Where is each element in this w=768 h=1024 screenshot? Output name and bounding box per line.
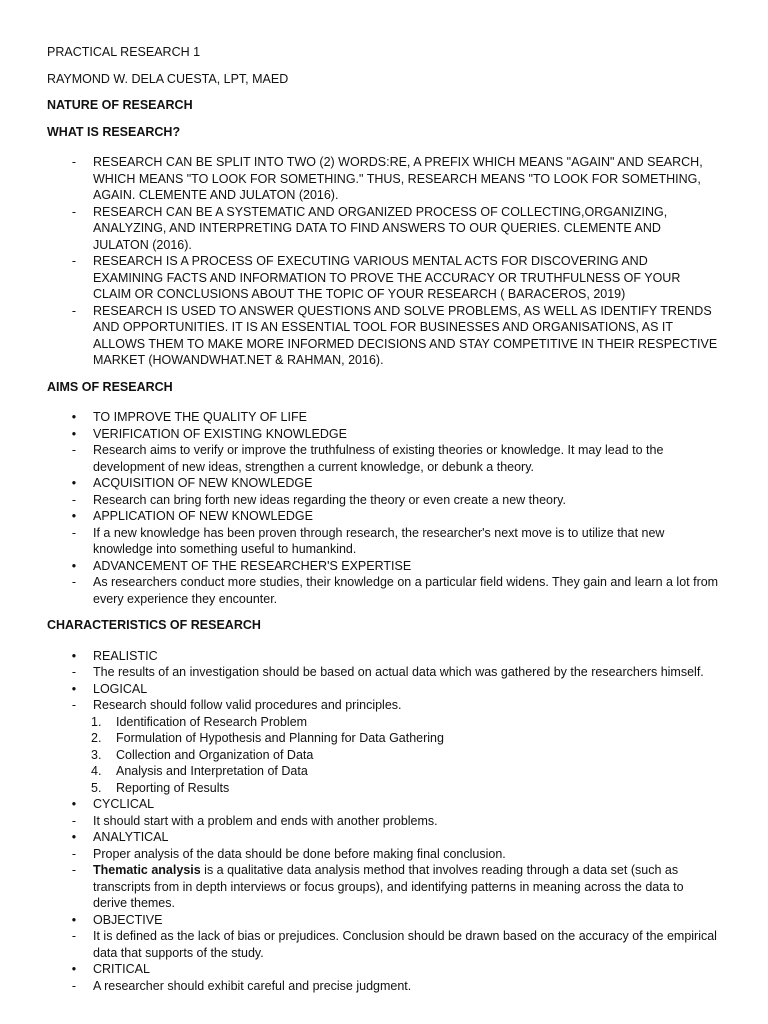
item-text: The results of an investigation should be based on actual data which was gathered by the researchers himself. <box>93 665 704 679</box>
characteristics-heading: CHARACTERISTICS OF RESEARCH <box>47 618 261 632</box>
dash-item <box>47 525 719 558</box>
item-text: TO IMPROVE THE QUALITY OF LIFE <box>93 410 307 424</box>
numbered-item <box>47 747 719 764</box>
bullet-item <box>47 961 719 978</box>
dash-item <box>47 154 719 204</box>
dash-item <box>47 697 719 714</box>
dash-marker: - <box>71 846 77 861</box>
bullet-marker: • <box>71 912 77 927</box>
dash-item <box>47 253 719 303</box>
topic-heading: NATURE OF RESEARCH <box>47 98 193 112</box>
item-number: 4. <box>91 764 102 778</box>
item-text: RESEARCH CAN BE SPLIT INTO TWO (2) WORDS:RE, A PREFIX WHICH MEANS "AGAIN" AND SEARCH, WHICH MEANS "TO LOOK FOR SOMETHING." THUS, RESEARCH MEANS "TO LOOK FOR SOMETHING, AGAIN. CLEMENTE AND JULATON (2016). <box>93 155 703 202</box>
dash-marker: - <box>71 813 77 828</box>
item-text: Research can bring forth new ideas regarding the theory or even create a new theory. <box>93 492 566 507</box>
dash-item <box>47 442 719 475</box>
bullet-marker: • <box>71 558 77 573</box>
dash-marker: - <box>71 665 77 679</box>
dash-item <box>47 846 719 863</box>
bullet-item <box>47 558 719 575</box>
dash-item <box>47 303 719 369</box>
dash-marker: - <box>71 204 77 219</box>
dash-marker: - <box>71 978 77 993</box>
what-is-research-list <box>47 154 719 369</box>
dash-marker: - <box>71 155 77 169</box>
item-text: It should start with a problem and ends with another problems. <box>93 813 438 828</box>
item-text: VERIFICATION OF EXISTING KNOWLEDGE <box>93 426 347 441</box>
dash-item <box>47 574 719 607</box>
bullet-marker: • <box>71 681 77 696</box>
bullet-marker: • <box>71 476 77 490</box>
dash-marker: - <box>71 863 77 877</box>
bullet-marker: • <box>71 797 77 811</box>
item-text: RESEARCH CAN BE A SYSTEMATIC AND ORGANIZED PROCESS OF COLLECTING,ORGANIZING, ANALYZING, AND INTERPRETING DATA TO FIND ANSWERS TO OUR QUERIES. CLEMENTE AND JULATON (2016). <box>93 204 668 252</box>
item-text: It is defined as the lack of bias or prejudices. Conclusion should be drawn based on the accuracy of the empirical data that supports of the study. <box>93 929 717 960</box>
dash-item <box>47 204 719 254</box>
dash-item <box>47 928 719 961</box>
item-text: RESEARCH IS A PROCESS OF EXECUTING VARIOUS MENTAL ACTS FOR DISCOVERING AND EXAMINING FACTS AND INFORMATION TO PROVE THE ACCURACY OR TRUTHFULNESS OF YOUR CLAIM OR CONCLUSIONS ABOUT THE TOPIC OF YOUR RESEARCH ( BARACEROS, 2019) <box>93 254 681 301</box>
numbered-item <box>47 763 719 780</box>
dash-item <box>47 813 719 830</box>
dash-item <box>47 862 719 912</box>
item-text: CRITICAL <box>93 962 150 976</box>
aims-heading: AIMS OF RESEARCH <box>47 379 173 394</box>
item-text: Research should follow valid procedures and principles. <box>93 698 402 712</box>
aims-list <box>47 409 719 607</box>
item-text: If a new knowledge has been proven through research, the researcher's next move is to utilize that new knowledge into something useful to humankind. <box>93 525 665 556</box>
bullet-marker: • <box>71 426 77 441</box>
dash-marker: - <box>71 575 77 589</box>
item-number: 3. <box>91 747 102 762</box>
item-number: 1. <box>91 714 102 729</box>
item-text: OBJECTIVE <box>93 912 163 927</box>
bullet-item <box>47 829 719 846</box>
item-text: Formulation of Hypothesis and Planning for Data Gathering <box>116 731 444 745</box>
item-text: CYCLICAL <box>93 797 155 811</box>
characteristics-list <box>47 648 719 995</box>
bullet-item <box>47 796 719 813</box>
dash-marker: - <box>71 303 77 318</box>
item-text: Identification of Research Problem <box>116 714 308 729</box>
dash-item <box>47 978 719 995</box>
item-number: 2. <box>91 731 102 745</box>
what-is-research-heading: WHAT IS RESEARCH? <box>47 124 181 139</box>
bullet-marker: • <box>71 830 77 844</box>
item-text: LOGICAL <box>93 681 148 696</box>
bullet-item <box>47 681 719 698</box>
item-text: ACQUISITION OF NEW KNOWLEDGE <box>93 476 313 490</box>
item-text: Collection and Organization of Data <box>116 747 314 762</box>
author-line: RAYMOND W. DELA CUESTA, LPT, MAED <box>47 71 289 86</box>
item-text: ADVANCEMENT OF THE RESEARCHER'S EXPERTISE <box>93 558 412 573</box>
item-text: As researchers conduct more studies, their knowledge on a particular field widens. They gain and learn a lot from every experience they encounter. <box>93 575 719 606</box>
bullet-item <box>47 912 719 929</box>
bold-lead-text: Thematic analysis <box>93 863 201 877</box>
numbered-item <box>47 730 719 747</box>
dash-marker: - <box>71 443 77 457</box>
bullet-item <box>47 508 719 525</box>
bullet-item <box>47 409 719 426</box>
item-text: A researcher should exhibit careful and precise judgment. <box>93 978 412 993</box>
dash-item <box>47 492 719 509</box>
bullet-marker: • <box>71 962 77 976</box>
bullet-item <box>47 648 719 665</box>
dash-item <box>47 664 719 681</box>
item-text: Reporting of Results <box>116 780 230 795</box>
item-text: is a qualitative data analysis method that involves reading through a data set (such as transcripts from in depth interviews or focus groups), and identifying patterns in meaning across the data to derive themes. <box>93 863 684 910</box>
dash-marker: - <box>71 254 77 268</box>
numbered-item <box>47 714 719 731</box>
item-text: Research aims to verify or improve the truthfulness of existing theories or knowledge. It may lead to the development of new ideas, strengthen a current knowledge, or debunk a theory. <box>93 443 664 474</box>
numbered-item <box>47 780 719 797</box>
item-text: REALISTIC <box>93 648 158 663</box>
dash-marker: - <box>71 492 77 507</box>
item-text: APPLICATION OF NEW KNOWLEDGE <box>93 509 313 523</box>
dash-marker: - <box>71 525 77 540</box>
item-text: RESEARCH IS USED TO ANSWER QUESTIONS AND SOLVE PROBLEMS, AS WELL AS IDENTIFY TRENDS AND OPPORTUNITIES. IT IS AN ESSENTIAL TOOL FOR BUSINESSES AND ORGANISATIONS, AS IT ALLOWS THEM TO MAKE MORE INFORMED DECISIONS AND STAY COMPETITIVE IN THEIR RESPECTIVE MARKET (HOWANDWHAT.NET & RAHMAN, 2016). <box>93 303 718 367</box>
dash-marker: - <box>71 698 77 712</box>
bullet-item <box>47 426 719 443</box>
dash-marker: - <box>71 929 77 943</box>
bullet-marker: • <box>71 410 77 424</box>
item-number: 5. <box>91 780 102 795</box>
bullet-marker: • <box>71 648 77 663</box>
item-text: Proper analysis of the data should be done before making final conclusion. <box>93 846 506 861</box>
item-text: ANALYTICAL <box>93 830 169 844</box>
course-title: PRACTICAL RESEARCH 1 <box>47 45 201 59</box>
item-text: Analysis and Interpretation of Data <box>116 764 308 778</box>
document-body <box>47 44 719 1004</box>
bullet-item <box>47 475 719 492</box>
bullet-marker: • <box>71 509 77 523</box>
